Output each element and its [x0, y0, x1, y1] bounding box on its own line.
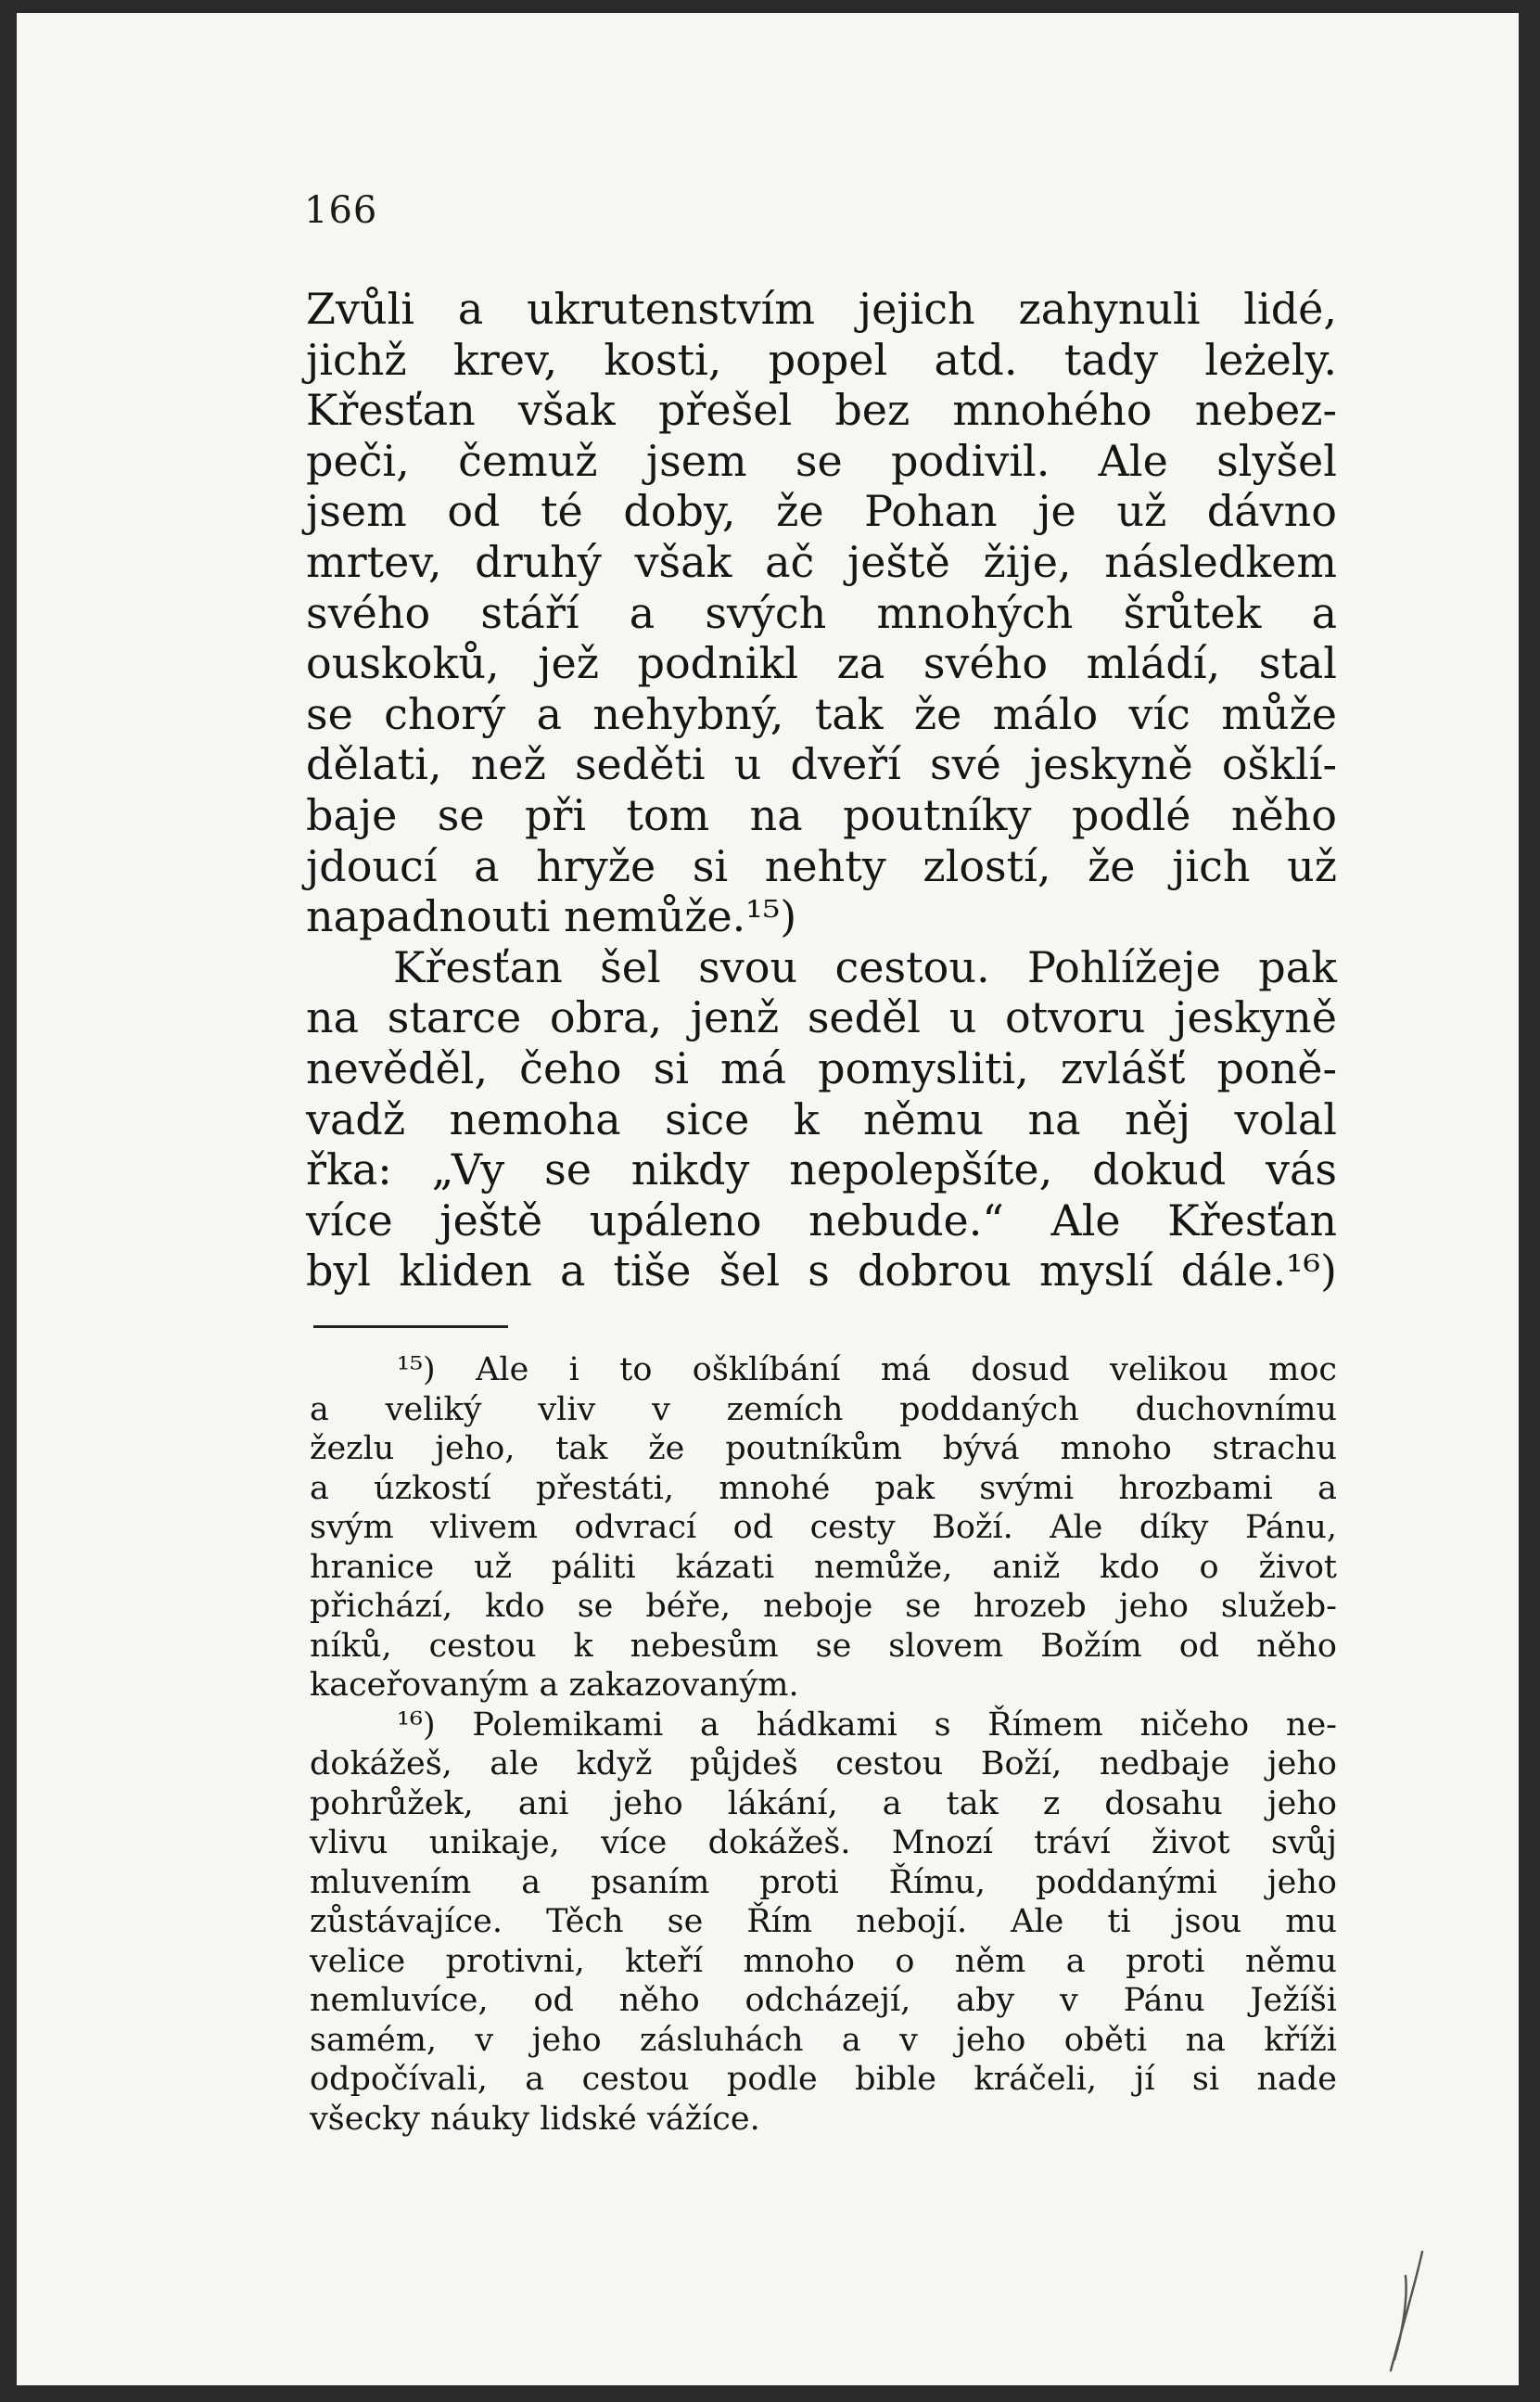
footnote-line: kaceřovaným a zakazovaným. [310, 1667, 799, 1704]
footnote-line: hranice už páliti kázati nemůže, aniž kdo o život [310, 1548, 1337, 1586]
body-text [306, 284, 1337, 1297]
footnote-line: pohrůžek, ani jeho lákání, a tak z dosahu jeho [310, 1784, 1337, 1822]
body-line: jsem od té doby, že Pohan je už dávno [306, 486, 1337, 537]
footnote-line: svým vlivem odvrací od cesty Boží. Ale díky Pánu, [310, 1509, 1337, 1546]
footnote-line: ¹⁶) Polemikami a hádkami s Římem ničeho ne- [397, 1706, 1337, 1744]
footnote-line: ¹⁵) Ale i to ošklíbání má dosud velikou moc [397, 1351, 1337, 1388]
footnote-line: přichází, kdo se béře, neboje se hrozeb jeho služeb- [310, 1588, 1337, 1625]
body-line: Křesťan šel svou cestou. Pohlížeje pak [393, 941, 1337, 992]
page-number: 166 [304, 189, 378, 232]
footnote-line: nemluvíce, od něho odcházejí, aby v Pánu Ježíši [310, 1982, 1337, 2019]
footnote-line: vlivu unikaje, více dokážeš. Mnozí tráví život svůj [310, 1824, 1337, 1861]
footnote-line: všecky náuky lidské vážíce. [310, 2100, 760, 2138]
footnote-line: a úzkostí přestáti, mnohé pak svými hrozbami a [310, 1469, 1337, 1507]
footnote-line: dokážeš, ale když půjdeš cestou Boží, nedbaje jeho [310, 1745, 1337, 1782]
body-line: více ještě upáleno nebude.“ Ale Křesťan [306, 1195, 1337, 1246]
footnote-line: mluvením a psaním proti Římu, poddanými jeho [310, 1863, 1337, 1901]
body-line: vadž nemoha sice k němu na něj volal [306, 1093, 1337, 1144]
footnote-line: samém, v jeho zásluhách a v jeho oběti na kříži [310, 2021, 1337, 2059]
footnote-line: a veliký vliv v zemích poddaných duchovnímu [310, 1390, 1337, 1428]
book-page [17, 13, 1519, 2385]
footnotes [310, 1350, 1337, 2139]
footnote-line: zůstávajíce. Těch se Řím nebojí. Ale ti jsou mu [310, 1903, 1337, 1940]
footnote-line: žezlu jeho, tak že poutníkům bývá mnoho strachu [310, 1430, 1337, 1467]
body-line: jichž krev, kosti, popel atd. tady leżely. [306, 334, 1337, 385]
body-line: peči, čemuž jsem se podivil. Ale slyšel [306, 435, 1337, 486]
footnote-divider [313, 1325, 508, 1328]
body-line: dělati, než seděti u dveří své jeskyně ošklí- [306, 739, 1337, 790]
body-line: řka: „Vy se nikdy nepolepšíte, dokud vás [306, 1144, 1337, 1195]
body-line: svého stáří a svých mnohých šrůtek a [306, 587, 1337, 638]
body-line: jdoucí a hryže si nehty zlostí, že jich už [306, 840, 1337, 891]
body-line: ouskoků, jež podnikl za svého mládí, stal [306, 638, 1337, 689]
body-line: nevěděl, čeho si má pomysliti, zvlášť poně- [306, 1042, 1337, 1093]
body-line: Křesťan však přešel bez mnohého nebez- [306, 385, 1337, 436]
body-line: na starce obra, jenž seděl u otvoru jeskyně [306, 992, 1337, 1043]
footnote-line: odpočívali, a cestou podle bible kráčeli, jí si nade [310, 2061, 1337, 2098]
body-line: napadnouti nemůže.¹⁵) [306, 891, 797, 942]
body-line: mrtev, druhý však ač ještě žije, následkem [306, 536, 1337, 587]
footnote-line: níků, cestou k nebesům se slovem Božím od něho [310, 1627, 1337, 1665]
body-line: byl kliden a tiše šel s dobrou myslí dále.¹⁶) [306, 1246, 1337, 1297]
pencil-mark [1378, 2248, 1433, 2378]
body-line: baje se při tom na poutníky podlé něho [306, 789, 1337, 840]
body-line: Zvůli a ukrutenstvím jejich zahynuli lidé, [306, 284, 1337, 334]
body-line: se chorý a nehybný, tak že málo víc může [306, 688, 1337, 739]
footnote-line: velice protivni, kteří mnoho o něm a proti němu [310, 1942, 1337, 1980]
